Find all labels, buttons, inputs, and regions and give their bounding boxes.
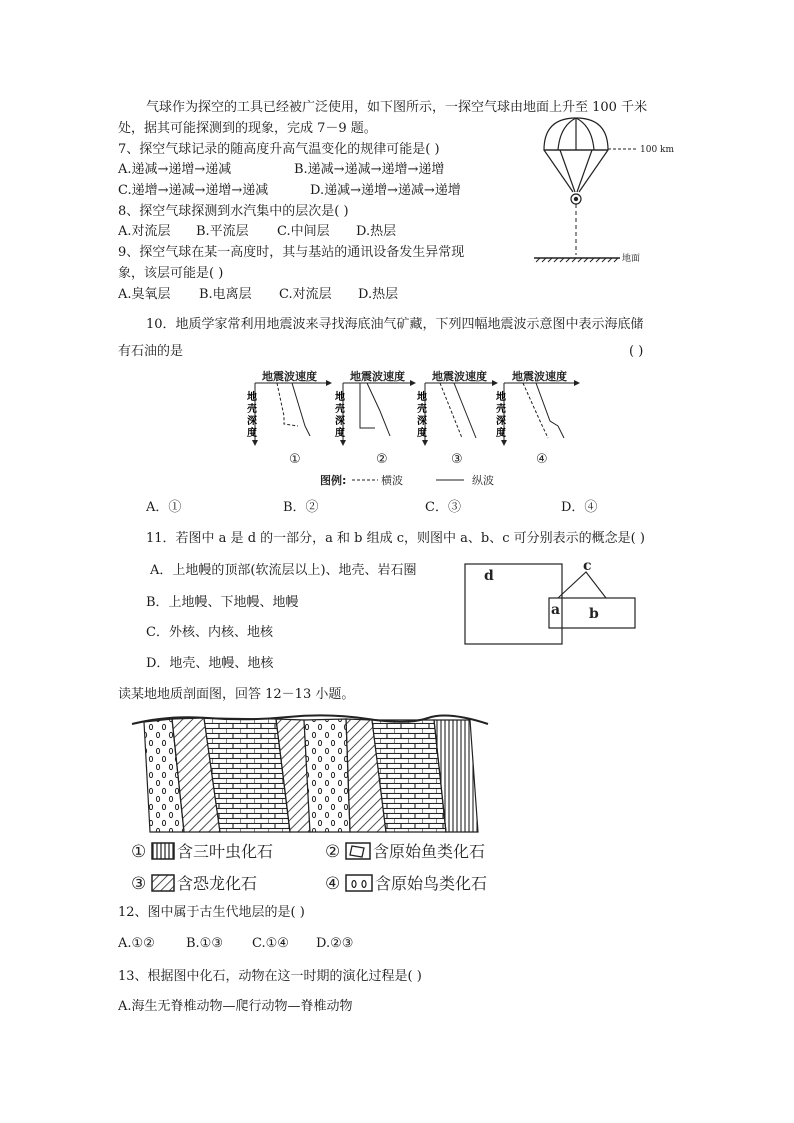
svg-text:①: ①: [131, 842, 147, 862]
seismic-panel-2: [335, 369, 416, 467]
svg-text:③: ③: [131, 874, 147, 894]
q8-stem: 8、探空气球探测到水汽集中的层次是( ): [118, 204, 349, 219]
svg-text:地: 地: [247, 392, 257, 403]
q9-option-c: C.对流层: [279, 287, 332, 302]
q9-stem-2: 象，该层可能是( ): [118, 266, 224, 281]
q9-option-d: D.热层: [358, 287, 399, 302]
q7-option-b: B.递减→递减→递增→递增: [294, 162, 445, 177]
svg-text:壳: 壳: [247, 404, 257, 415]
q12-option-c: C.①④: [252, 936, 289, 951]
box-d: [465, 564, 562, 644]
svg-text:度: 度: [335, 428, 345, 439]
svg-text:壳: 壳: [496, 404, 506, 415]
q8-option-c: C.中间层: [277, 224, 330, 239]
q7-stem: 7、探空气球记录的随高度升高气温变化的规律可能是( ): [118, 142, 440, 157]
legend-item-fish: [325, 842, 485, 862]
q10-option-b: B．②: [283, 500, 319, 515]
intro-line-2: 处，据其可能探测到的现象，完成 7－9 题。: [118, 121, 377, 136]
q8-option-d: D.热层: [356, 224, 397, 239]
svg-text:地: 地: [417, 392, 427, 403]
legend-item-bird: [325, 874, 487, 894]
q8-option-b: B.平流层: [196, 224, 249, 239]
q11-option-c: C．外核、内核、地核: [146, 625, 273, 640]
svg-text:含恐龙化石: 含恐龙化石: [177, 874, 258, 893]
panel-label-3: ③: [451, 452, 463, 467]
q13-stem: 13、根据图中化石，动物在这一时期的演化过程是( ): [118, 969, 422, 984]
svg-text:含原始鸟类化石: 含原始鸟类化石: [375, 874, 488, 893]
svg-text:地震波速度: 地震波速度: [262, 370, 317, 383]
seismic-panel-1: [247, 369, 332, 467]
q8-option-a: A.对流层: [118, 224, 171, 239]
svg-text:含三叶虫化石: 含三叶虫化石: [177, 842, 274, 861]
svg-text:深: 深: [417, 416, 427, 427]
svg-text:度: 度: [247, 428, 257, 439]
parachute-balloon-icon: [544, 118, 608, 204]
stratum-drops-2: [304, 719, 350, 832]
q11-option-d: D．地壳、地幔、地核: [146, 656, 274, 671]
svg-text:④: ④: [325, 874, 341, 894]
svg-text:深: 深: [496, 416, 506, 427]
q11-option-a: A．上地幔的顶部(软流层以上)、地壳、岩石圈: [150, 563, 417, 578]
intro-line-1: 气球作为探空的工具已经被广泛使用，如下图所示，一探空气球由地面上升至 100 千米: [146, 100, 648, 115]
label-b: b: [589, 606, 599, 622]
q12-stem: 12、图中属于古生代地层的是( ): [118, 905, 305, 920]
svg-text:地震波速度: 地震波速度: [350, 370, 405, 383]
legend-item-trilobite: [131, 842, 273, 862]
fossil-legend: [128, 838, 508, 896]
q10-option-d: D．④: [561, 500, 598, 515]
legend-dashed-label: 横波: [381, 474, 403, 487]
bracket-c: [558, 572, 606, 598]
q12-option-d: D.②③: [316, 936, 354, 951]
q11-option-b: B．上地幔、下地幔、地幔: [146, 595, 299, 610]
legend-solid-label: 纵波: [472, 474, 494, 487]
svg-text:壳: 壳: [417, 404, 427, 415]
svg-text:地震波速度: 地震波速度: [512, 370, 567, 383]
svg-text:含原始鱼类化石: 含原始鱼类化石: [373, 842, 486, 861]
svg-text:地震波速度: 地震波速度: [432, 370, 487, 383]
q11-stem: 11．若图中 a 是 d 的一部分，a 和 b 组成 c，则图中 a、b、c 可分别表示的概念是( ): [146, 531, 645, 546]
ground-line: [534, 258, 620, 262]
panel-label-1: ①: [289, 452, 301, 467]
svg-text:地: 地: [496, 392, 506, 403]
seismic-panel-3: [417, 369, 498, 467]
svg-text:图例:: 图例:: [320, 474, 347, 487]
q10-stem-1: 10．地质学家常利用地震波来寻找海底油气矿藏，下列四幅地震波示意图中表示海底储: [146, 317, 644, 332]
q10-stem-2: 有石油的是: [118, 344, 184, 359]
q7-option-d: D.递减→递增→递减→递增: [310, 183, 461, 198]
q7-option-c: C.递增→递减→递增→递减: [118, 183, 269, 198]
svg-text:度: 度: [417, 428, 427, 439]
q9-stem-1: 9、探空气球在某一高度时，其与基站的通讯设备发生异常现: [118, 245, 465, 260]
panel-label-4: ④: [536, 452, 548, 467]
svg-text:度: 度: [496, 428, 506, 439]
strata-layers: [144, 718, 478, 832]
seismic-wave-figure: [240, 366, 590, 492]
q12-option-b: B.①③: [186, 936, 223, 951]
panel-label-2: ②: [376, 452, 388, 467]
q7-option-a: A.递减→递增→递减: [118, 162, 232, 177]
label-c: c: [583, 558, 592, 574]
q10-option-a: A．①: [146, 500, 182, 515]
svg-text:深: 深: [335, 416, 345, 427]
ground-label: 地面: [622, 254, 641, 264]
svg-text:深: 深: [247, 416, 257, 427]
balloon-figure: [520, 112, 680, 272]
label-a: a: [551, 602, 561, 618]
q10-answer-bracket: ( ): [629, 344, 644, 359]
q13-option-a: A.海生无脊椎动物—爬行动物—脊椎动物: [118, 999, 353, 1014]
concept-diagram: [462, 556, 642, 648]
legend-item-dinosaur: [131, 874, 257, 894]
seismic-legend: [320, 473, 494, 487]
height-label: 100 km: [640, 145, 675, 155]
seismic-panel-4: [496, 369, 580, 467]
q9-option-b: B.电离层: [199, 287, 252, 302]
geologic-section-figure: [128, 714, 500, 836]
svg-text:地: 地: [335, 392, 345, 403]
q10-option-c: C．③: [425, 500, 461, 515]
section-intro: 读某地地质剖面图，回答 12－13 小题。: [118, 687, 355, 702]
q9-option-a: A.臭氧层: [118, 287, 171, 302]
q12-option-a: A.①②: [118, 936, 155, 951]
label-d: d: [484, 568, 494, 584]
svg-text:②: ②: [325, 842, 341, 862]
svg-text:壳: 壳: [335, 404, 345, 415]
